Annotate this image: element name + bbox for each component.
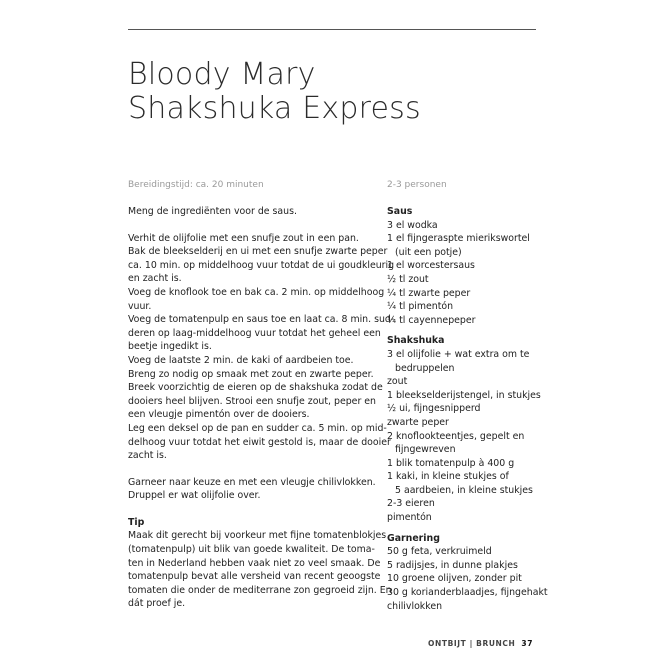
ingredient-item: 1 el worcestersaus <box>387 260 475 272</box>
method-step-line: Voeg de laatste 2 min. de kaki of aardbeien toe. <box>128 354 354 366</box>
title-line-2: Shakshuka Express <box>128 91 421 126</box>
tip-line: tomaten die onder de mediterrane zon gegroeid zijn. En <box>128 584 392 596</box>
method-step-line: dooiers heel blijven. Strooi een snufje zout, peper en <box>128 395 376 407</box>
footer-section: ONTBIJT | BRUNCH <box>428 639 516 648</box>
ingredient-item: ¼ tl pimentón <box>387 301 454 313</box>
page-footer <box>428 639 533 648</box>
ingredient-item: ¼ tl zwarte peper <box>387 287 471 299</box>
servings: 2-3 personen <box>387 180 447 190</box>
tip-line: Maak dit gerecht bij voorkeur met fijne tomatenblokjes <box>128 530 387 542</box>
prep-time: Bereidingstijd: ca. 20 minuten <box>128 180 264 190</box>
tip-line: dát proef je. <box>128 598 186 610</box>
method-column <box>128 205 395 611</box>
tip-line: ten in Nederland hebben vaak niet zo veel smaak. De <box>128 557 381 569</box>
method-step-line: Verhit de olijfolie met een snufje zout in een pan. <box>128 232 359 244</box>
garnish-line: Druppel er wat olijfolie over. <box>128 490 261 502</box>
ingredient-item: fijngewreven <box>395 444 456 456</box>
ingredient-item: ½ tl zout <box>387 273 429 285</box>
method-step-line: delhoog vuur totdat het eiwit gestold is, maar de dooier <box>128 436 391 448</box>
ingredient-item: 1 el fijngeraspte mierikswortel <box>387 233 530 245</box>
tip-text <box>128 529 392 611</box>
method-step-line: een vleugje pimentón over de dooiers. <box>128 409 310 421</box>
method-steps <box>128 232 395 463</box>
ingredient-item: 3 el olijfolie + wat extra om te <box>387 348 530 360</box>
method-step-line: Voeg de tomatenpulp en saus toe en laat ca. 8 min. sud- <box>128 314 395 326</box>
method-garnish <box>128 476 374 503</box>
ingredient-item: ½ ui, fijngesnipperd <box>387 403 481 415</box>
method-intro: Meng de ingrediënten voor de saus. <box>128 206 297 217</box>
ingredient-group-heading: Garnering <box>387 532 440 544</box>
page-number: 37 <box>521 639 534 648</box>
method-step-line: en zacht is. <box>128 273 182 285</box>
method-step-line: Voeg de knoflook toe en bak ca. 2 min. op middelhoog <box>128 286 385 298</box>
ingredient-item: 30 g korianderblaadjes, fijngehakt <box>387 587 548 599</box>
ingredient-group <box>387 205 547 327</box>
tip-line: tomatenpulp bevat alle versheid van recent geoogste <box>128 571 381 583</box>
ingredient-group <box>387 334 547 524</box>
method-step-line: deren op laag-middelhoog vuur totdat het geheel een <box>128 327 381 339</box>
ingredient-item: 1 bleekselderijstengel, in stukjes <box>387 389 541 401</box>
top-rule <box>128 29 536 30</box>
ingredient-group <box>387 532 547 614</box>
ingredient-item: bedruppelen <box>395 362 455 374</box>
method-step-line: Leg een deksel op de pan en sudder ca. 5 min. op mid- <box>128 422 387 434</box>
method-step-line: Bak de bleekselderij en ui met een snufje zwarte peper <box>128 246 388 258</box>
tip-heading: Tip <box>128 516 145 528</box>
method-step-line: vuur. <box>128 300 152 312</box>
ingredient-item: 1 kaki, in kleine stukjes of <box>387 471 509 483</box>
method-step-line: zacht is. <box>128 450 167 462</box>
ingredient-item: (uit een potje) <box>395 246 462 258</box>
ingredient-item: ¼ tl cayennepeper <box>387 314 476 326</box>
ingredient-item: zwarte peper <box>387 416 449 428</box>
ingredient-item: 5 radijsjes, in dunne plakjes <box>387 559 518 571</box>
recipe-title <box>128 58 421 126</box>
title-line-1: Bloody Mary <box>128 57 316 92</box>
ingredient-item: 2-3 eieren <box>387 498 435 510</box>
method-step-line: Breng zo nodig op smaak met zout en zwarte peper. <box>128 368 374 380</box>
ingredient-item: chilivlokken <box>387 600 443 612</box>
method-step-line: beetje ingedikt is. <box>128 341 212 353</box>
ingredient-item: 2 knoflookteentjes, gepelt en <box>387 430 525 442</box>
ingredient-item: pimentón <box>387 512 432 524</box>
ingredient-item: zout <box>387 376 408 388</box>
tip-line: (tomatenpulp) uit blik van goede kwaliteit. De toma- <box>128 544 375 556</box>
ingredient-item: 3 el wodka <box>387 219 438 231</box>
garnish-line: Garneer naar keuze en met een vleugje chilivlokken. <box>128 476 376 488</box>
ingredient-group-heading: Saus <box>387 206 413 217</box>
method-step-line: ca. 10 min. op middelhoog vuur totdat de ui goudkleurig <box>128 259 395 271</box>
ingredients-column <box>387 205 547 620</box>
ingredient-item: 1 blik tomatenpulp à 400 g <box>387 457 515 469</box>
ingredient-item: 50 g feta, verkruimeld <box>387 546 492 558</box>
ingredient-group-heading: Shakshuka <box>387 335 445 347</box>
method-step-line: Breek voorzichtig de eieren op de shakshuka zodat de <box>128 382 383 394</box>
ingredient-item: 5 aardbeien, in kleine stukjes <box>395 484 533 496</box>
ingredient-item: 10 groene olijven, zonder pit <box>387 573 522 585</box>
